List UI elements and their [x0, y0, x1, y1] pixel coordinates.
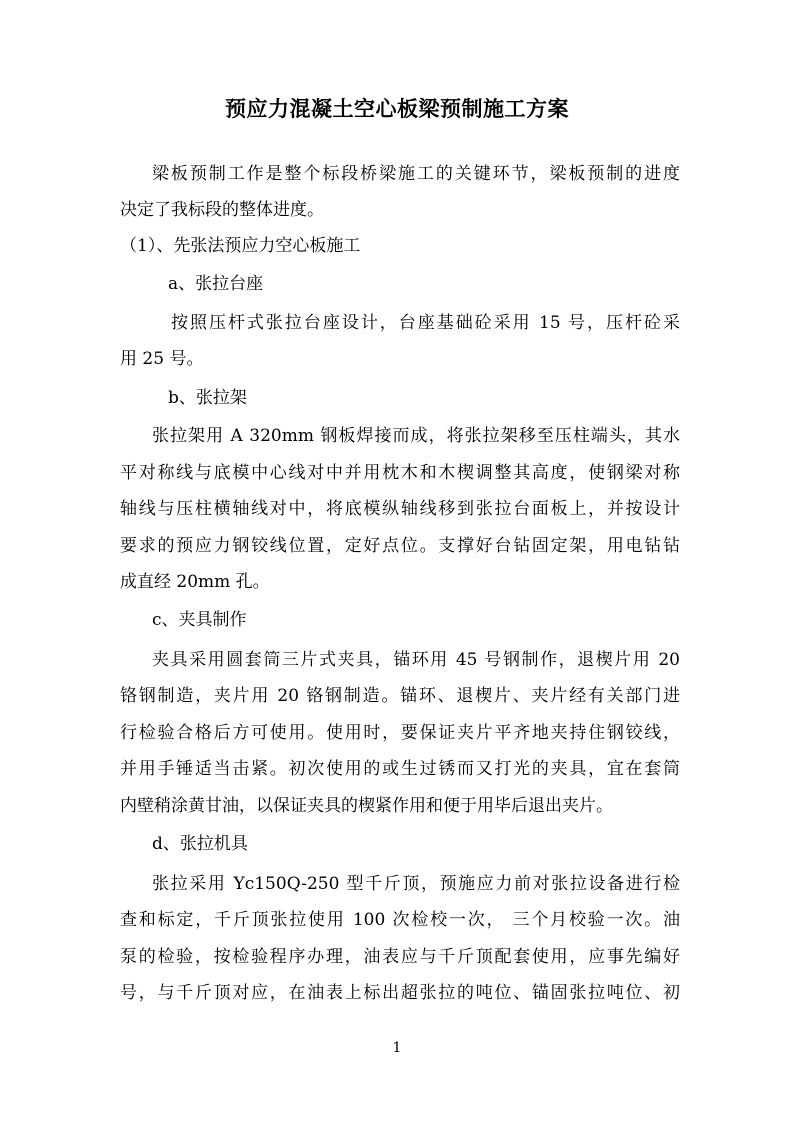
- document-title: 预应力混凝土空心板梁预制施工方案: [225, 96, 569, 121]
- paragraph-line: 决定了我标段的整体进度。: [120, 200, 324, 220]
- paragraph-line: 内壁稍涂黄甘油，以保证夹具的楔紧作用和便于用毕后退出夹片。: [120, 796, 613, 816]
- paragraph-line: 并用手锤适当击紧。初次使用的或生过锈而又打光的夹具，宜在套筒: [120, 759, 680, 779]
- paragraph-line: 要求的预应力钢铰线位置，定好点位。支撑好台钻固定架，用电钻钻: [120, 536, 680, 556]
- section-heading: （1）、先张法预应力空心板施工: [120, 236, 361, 256]
- paragraph-line: 张拉采用 Yc150Q-250 型千斤顶，预施应力前对张拉设备进行检: [152, 874, 680, 894]
- subsection-heading: b、张拉架: [168, 388, 247, 408]
- paragraph-line: 张拉架用 A 320mm 钢板焊接而成，将张拉架移至压柱端头，其水: [152, 426, 680, 446]
- paragraph-line: 查和标定，千斤顶张拉使用 100 次检校一次， 三个月校验一次。油: [120, 910, 680, 930]
- page-number: 1: [392, 1040, 402, 1056]
- subsection-heading: c、夹具制作: [152, 610, 247, 630]
- paragraph-line: 用 25 号。: [120, 349, 204, 369]
- paragraph-line: 梁板预制工作是整个标段桥梁施工的关键环节，梁板预制的进度: [152, 164, 680, 184]
- paragraph-line: 成直经 20mm 孔。: [120, 572, 270, 592]
- subsection-heading: a、张拉台座: [168, 274, 264, 294]
- paragraph-line: 号，与千斤顶对应，在油表上标出超张拉的吨位、锚固张拉吨位、初: [120, 983, 680, 1003]
- subsection-heading: d、张拉机具: [152, 834, 248, 854]
- paragraph-line: 夹具采用圆套筒三片式夹具，锚环用 45 号钢制作，退楔片用 20: [152, 650, 680, 670]
- paragraph-line: 行检验合格后方可使用。使用时，要保证夹片平齐地夹持住钢铰线，: [120, 723, 680, 743]
- paragraph-line: 按照压杆式张拉台座设计，台座基础砼采用 15 号，压杆砼采: [171, 313, 680, 333]
- paragraph-line: 平对称线与底模中心线对中并用枕木和木楔调整其高度，使钢梁对称: [120, 463, 680, 483]
- paragraph-line: 泵的检验，按检验程序办理，油表应与千斤顶配套使用，应事先编好: [120, 947, 680, 967]
- paragraph-line: 轴线与压柱横轴线对中，将底模纵轴线移到张拉台面板上，并按设计: [120, 499, 680, 519]
- paragraph-line: 铬钢制造，夹片用 20 铬钢制造。锚环、退楔片、夹片经有关部门进: [120, 686, 680, 706]
